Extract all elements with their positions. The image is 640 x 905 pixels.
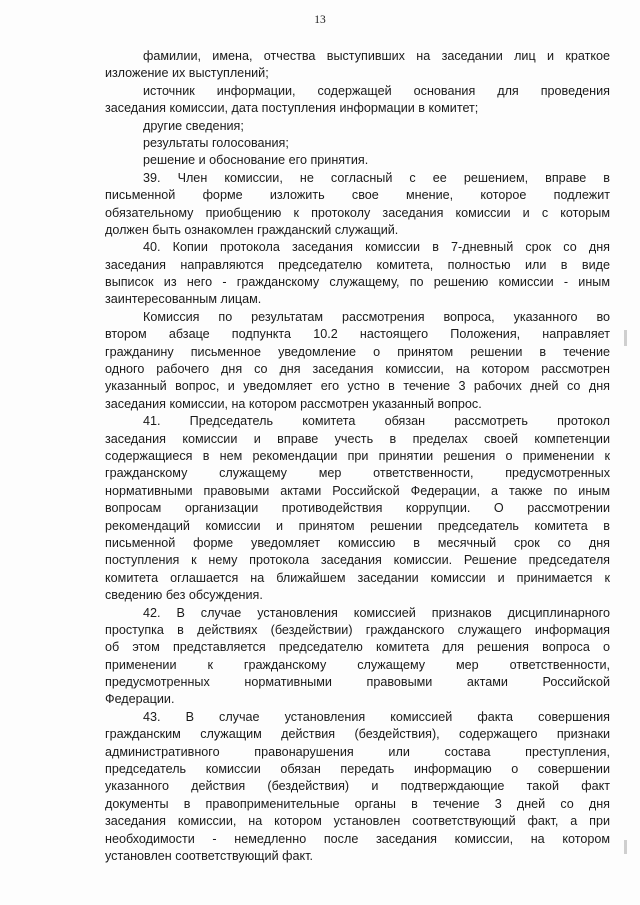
text-line: поступления к нему протокола заседания комиссии. Решение председателя	[105, 553, 610, 568]
text-line: письменной форме изложить свое мнение, которое подлежит	[105, 188, 610, 203]
text-line: указанного действия (бездействия) и подтверждающие такой факт	[105, 779, 610, 794]
text-line: председатель комиссии обязан передать информацию о совершении	[105, 762, 610, 777]
text-line: фамилии, имена, отчества выступивших на заседании лиц и краткое	[143, 49, 610, 63]
text-line: втором абзаце подпункта 10.2 настоящего Положения, направляет	[105, 327, 610, 342]
text-line: заседания комиссии, на котором установлен соответствующий факт, а при	[105, 814, 610, 829]
page-number: 13	[314, 14, 326, 26]
text-line: предусмотренных нормативными правовыми актами Российской	[105, 675, 610, 690]
text-line: заседания комиссии и вправе учесть в пределах своей компетенции	[105, 431, 610, 446]
scan-edge-mark	[624, 840, 627, 854]
text-line: Федерации.	[105, 692, 175, 707]
text-line: рекомендаций комиссии и принятом решении председатель комитета в	[105, 518, 610, 533]
text-line: проступка в действиях (бездействии) гражданского служащего информация	[105, 622, 610, 637]
scan-edge-mark	[624, 330, 627, 346]
text-line: применении к гражданскому служащему мер ответственности,	[105, 657, 610, 672]
text-line: об этом представляется председателю комитета для решения вопроса о	[105, 640, 610, 655]
text-line: 39. Член комиссии, не согласный с ее решением, вправе в	[143, 170, 610, 185]
text-line: комитета оглашается на ближайшем заседании комиссии и принимается к	[105, 570, 610, 585]
text-line: гражданскому служащему мер ответственности, предусмотренных	[105, 466, 610, 481]
text-line: указанный вопрос, и уведомляет его устно в течение 3 рабочих дней со дня	[105, 379, 610, 394]
text-line: письменной форме уведомляет комиссию в месячный срок со дня	[105, 535, 610, 550]
text-line: одного рабочего дня со дня заседания комиссии, на котором рассмотрен	[105, 362, 610, 377]
text-line: решение и обоснование его принятия.	[143, 153, 369, 168]
text-line: обязательному приобщению к протоколу заседания комиссии и с которым	[105, 205, 610, 220]
text-line: должен быть ознакомлен гражданский служащий.	[105, 222, 399, 237]
text-line: содержащиеся в нем рекомендации при принятии решения о применении к	[105, 448, 610, 463]
text-line: документы в правоприменительные органы в течение 3 дней со дня	[105, 796, 610, 811]
text-line: гражданским служащим действия (бездействия), содержащего признаки	[105, 727, 610, 742]
text-line: заседания направляются председателю комитета, полностью или в виде	[105, 257, 610, 272]
text-line: необходимости - немедленно после заседания комиссии, на котором	[105, 831, 610, 846]
text-line: 41. Председатель комитета обязан рассмотреть протокол	[143, 414, 610, 429]
text-line: источник информации, содержащей основания для проведения	[143, 83, 610, 98]
text-line: выписок из него - гражданскому служащему, по решению комиссии - иным	[105, 275, 610, 290]
text-line: изложение их выступлений;	[105, 66, 269, 81]
text-line: сведению без обсуждения.	[105, 588, 263, 603]
text-line: заседания комиссии, на котором рассмотрен указанный вопрос.	[105, 396, 482, 411]
text-line: 43. В случае установления комиссией факта совершения	[143, 709, 610, 724]
text-line: гражданину письменное уведомление о принятом решении в течение	[105, 344, 610, 359]
text-line: установлен соответствующий факт.	[105, 848, 313, 863]
document-text	[105, 48, 610, 865]
text-line: 42. В случае установления комиссией признаков дисциплинарного	[143, 605, 610, 620]
text-line: другие сведения;	[143, 118, 244, 133]
text-line: заинтересованным лицам.	[105, 292, 262, 307]
text-line: административного правонарушения или состава преступления,	[105, 744, 610, 759]
text-line: нормативными правовыми актами Российской Федерации, а также по иным	[105, 483, 610, 498]
text-line: Комиссия по результатам рассмотрения вопроса, указанного во	[143, 309, 610, 324]
text-line: 40. Копии протокола заседания комиссии в 7-дневный срок со дня	[143, 240, 610, 255]
text-line: заседания комиссии, дата поступления информации в комитет;	[105, 101, 479, 116]
text-line: результаты голосования;	[143, 135, 289, 150]
text-line: вопросам организации противодействия коррупции. О рассмотрении	[105, 501, 610, 516]
